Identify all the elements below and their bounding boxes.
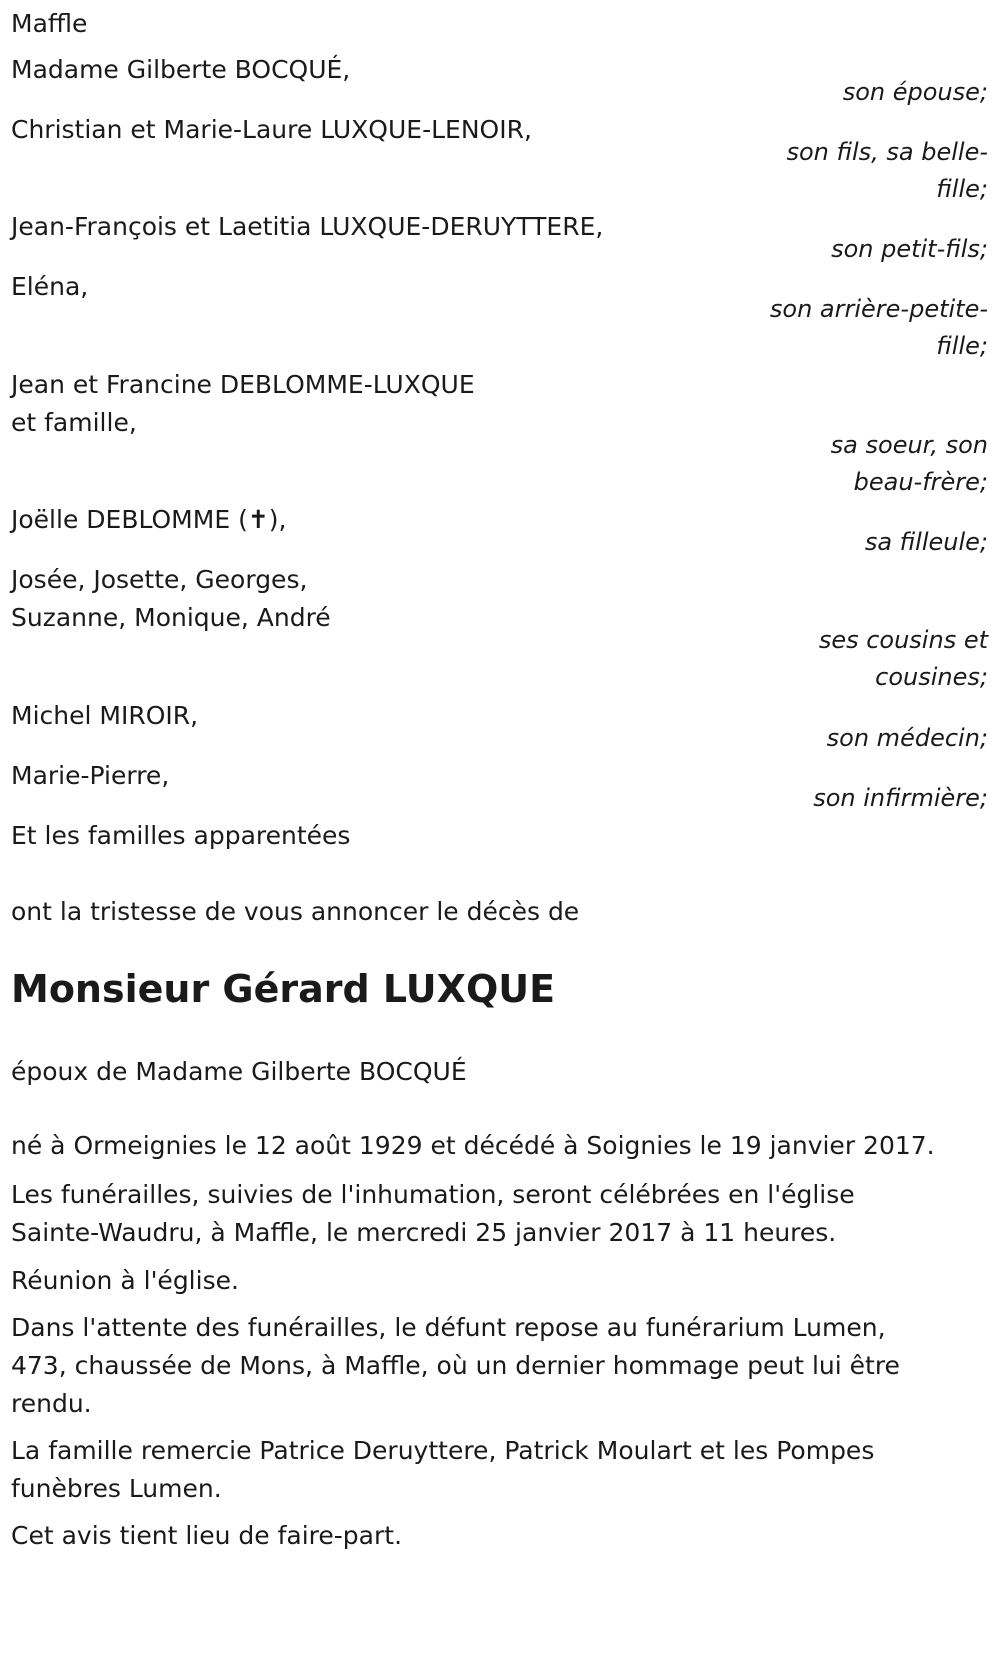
paragraph-line: Les funérailles, suivies de l'inhumation, seront célébrées en l'église bbox=[11, 1180, 855, 1209]
paragraph-line: funèbres Lumen. bbox=[11, 1474, 222, 1503]
family-name: Marie-Pierre, bbox=[11, 761, 170, 790]
spouse-line: époux de Madame Gilberte BOCQUÉ bbox=[11, 1057, 467, 1086]
family-relation: son fils, sa belle- bbox=[786, 138, 988, 166]
family-name: Josée, Josette, Georges, bbox=[11, 565, 308, 594]
family-name: Joëlle DEBLOMME (✝), bbox=[11, 505, 287, 534]
deceased-name: Monsieur Gérard LUXQUE bbox=[11, 967, 556, 1011]
family-name: Michel MIROIR, bbox=[11, 701, 199, 730]
family-relation: fille; bbox=[936, 175, 988, 203]
paragraph-line: rendu. bbox=[11, 1389, 92, 1418]
paragraph-line: Dans l'attente des funérailles, le défunt repose au funérarium Lumen, bbox=[11, 1313, 886, 1342]
family-name: Eléna, bbox=[11, 272, 89, 301]
family-relation: fille; bbox=[936, 332, 988, 360]
family-name: Jean-François et Laetitia LUXQUE-DERUYTTERE, bbox=[11, 212, 604, 241]
announcement-text: ont la tristesse de vous annoncer le décès de bbox=[11, 897, 580, 926]
family-relation: beau-frère; bbox=[853, 468, 988, 496]
family-relation: ses cousins et bbox=[818, 626, 988, 654]
family-name: et famille, bbox=[11, 408, 137, 437]
family-relation: sa soeur, son bbox=[830, 431, 988, 459]
family-relation: son infirmière; bbox=[813, 784, 988, 812]
family-name: Suzanne, Monique, André bbox=[11, 603, 331, 632]
paragraph-line: Réunion à l'église. bbox=[11, 1266, 239, 1295]
family-name: Jean et Francine DEBLOMME-LUXQUE bbox=[11, 370, 475, 399]
paragraph-line: 473, chaussée de Mons, à Maffle, où un dernier hommage peut lui être bbox=[11, 1351, 900, 1380]
family-relation: son épouse; bbox=[842, 78, 988, 106]
family-name: Christian et Marie-Laure LUXQUE-LENOIR, bbox=[11, 115, 532, 144]
paragraph-line: La famille remercie Patrice Deruyttere, Patrick Moulart et les Pompes bbox=[11, 1436, 875, 1465]
family-relation: son petit-fils; bbox=[831, 235, 988, 263]
town-name: Maffle bbox=[11, 9, 88, 38]
paragraph-line: Sainte-Waudru, à Maffle, le mercredi 25 janvier 2017 à 11 heures. bbox=[11, 1218, 837, 1247]
family-relation: cousines; bbox=[875, 663, 988, 691]
paragraph-line: né à Ormeignies le 12 août 1929 et décédé à Soignies le 19 janvier 2017. bbox=[11, 1131, 935, 1160]
family-name: Et les familles apparentées bbox=[11, 821, 351, 850]
paragraph-line: Cet avis tient lieu de faire-part. bbox=[11, 1521, 403, 1550]
family-name: Madame Gilberte BOCQUÉ, bbox=[11, 55, 351, 84]
family-relation: son médecin; bbox=[826, 724, 988, 752]
family-relation: sa filleule; bbox=[864, 528, 988, 556]
family-relation: son arrière-petite- bbox=[769, 295, 988, 323]
